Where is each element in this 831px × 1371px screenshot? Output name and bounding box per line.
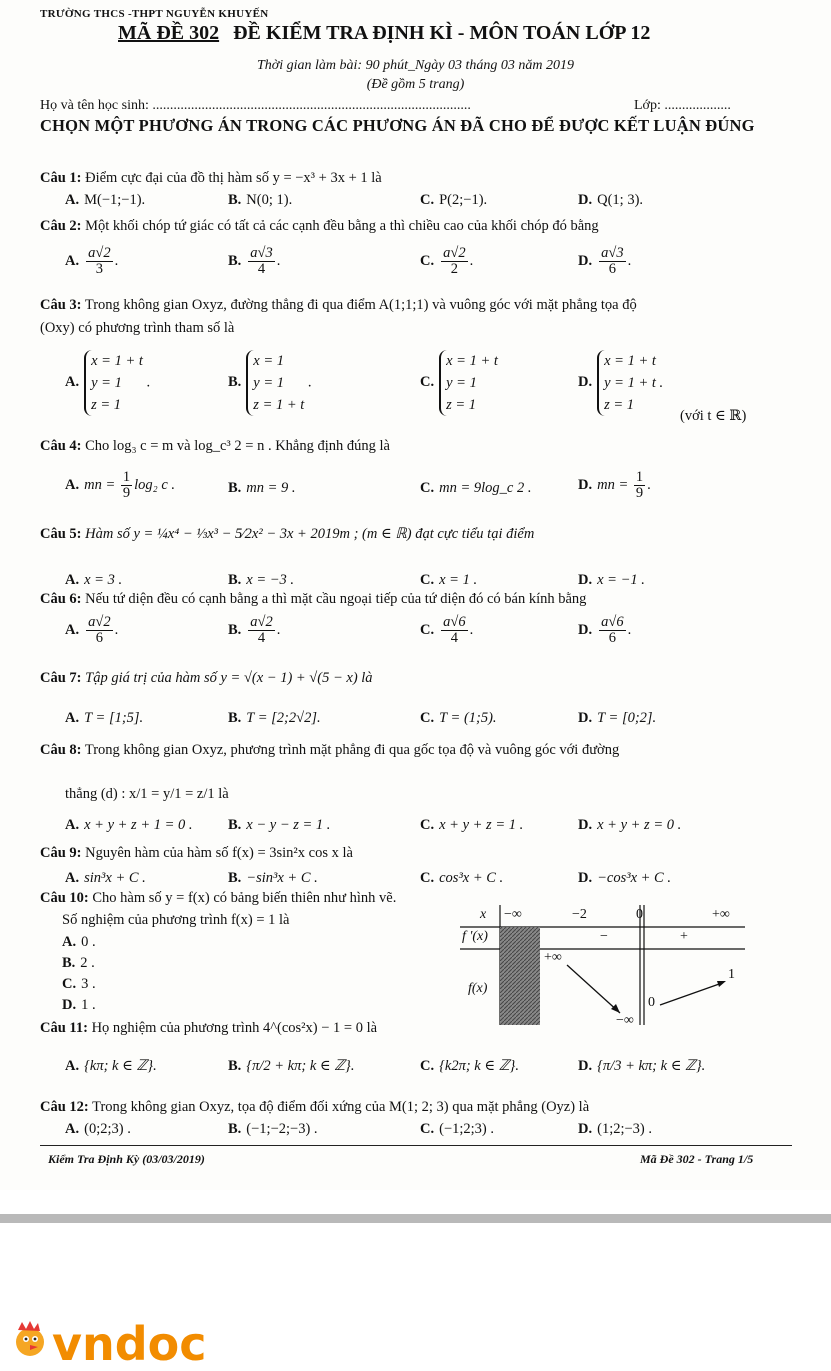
variation-table — [460, 905, 750, 1028]
instruction: CHỌN MỘT PHƯƠNG ÁN TRONG CÁC PHƯƠNG ÁN ĐÃ CHO ĐỂ ĐƯỢC KẾT LUẬN ĐÚNG — [40, 116, 755, 135]
q7-option-d: D. T = [0;2]. — [578, 710, 657, 726]
table-x-label: x — [480, 907, 487, 922]
q4-option-c: C. mn = 9log_c 2 . — [420, 480, 532, 496]
vndoc-logo-text: vndoc — [52, 1318, 207, 1366]
q11-option-a: A. {kπ; k ∈ ℤ}. — [65, 1058, 157, 1074]
table-f-zero: 0 — [648, 995, 655, 1010]
q2-option-a: A. $\frac{a√2}{3}$ . — [65, 245, 119, 278]
footer-left: Kiểm Tra Định Kỳ (03/03/2019) — [48, 1152, 205, 1166]
q6-option-a: A. $\frac{a√2}{6}$ . — [65, 614, 119, 647]
exam-pages: (Đề gồm 5 trang) — [366, 77, 465, 92]
q9-option-d: D. −cos³x + C . — [578, 870, 671, 886]
question-9: Câu 9: Nguyên hàm của hàm số f(x) = 3sin²x cos x là — [40, 845, 353, 861]
q9-option-b: B. −sin³x + C . — [228, 870, 318, 886]
table-f-label: f(x) — [468, 981, 488, 996]
q11-option-c: C. {k2π; k ∈ ℤ}. — [420, 1058, 519, 1074]
q2-option-c: C. $\frac{a√2}{2}$ . — [420, 245, 474, 278]
exam-title — [118, 22, 650, 45]
q3-option-a: A.x = 1 + t y = 1 z = 1 . — [65, 350, 150, 416]
q9-option-a: A. sin³x + C . — [65, 870, 146, 886]
table-f-one: 1 — [728, 967, 735, 982]
question-4: Câu 4: Cho log₃ c = m và log_c³ 2 = n . Khẳng định đúng là — [40, 438, 390, 454]
question-7: Câu 7: Tập giá trị của hàm số y = √(x − 1) + √(5 − x) là — [40, 670, 373, 686]
footer-right: Mã Đề 302 - Trang 1/5 — [640, 1152, 754, 1166]
q8-option-a: A. x + y + z + 1 = 0 . — [65, 817, 193, 833]
q6-option-d: D. $\frac{a√6}{6}$ . — [578, 614, 632, 647]
variation-table-grid — [460, 905, 750, 1030]
q12-option-c: C. (−1;2;3) . — [420, 1121, 495, 1137]
exam-time: Thời gian làm bài: 90 phút_Ngày 03 tháng 03 năm 2019 — [256, 58, 575, 73]
q4-option-b: B. mn = 9 . — [228, 480, 296, 496]
q10-option-b: B. 2 . — [62, 955, 95, 971]
q2-option-b: B. $\frac{a√3}{4}$ . — [228, 245, 281, 278]
q5-option-a: A. x = 3 . — [65, 572, 123, 588]
q5-option-d: D. x = −1 . — [578, 572, 645, 588]
question-10-line2: Số nghiệm của phương trình f(x) = 1 là — [62, 912, 290, 928]
q10-option-a: A. 0 . — [62, 934, 96, 950]
q12-option-b: B. (−1;−2;−3) . — [228, 1121, 318, 1137]
q2-option-d: D. $\frac{a√3}{6}$ . — [578, 245, 632, 278]
q9-option-c: C. cos³x + C . — [420, 870, 504, 886]
q3-option-c: C.x = 1 + t y = 1 z = 1 — [420, 350, 498, 416]
q10-option-d: D. 1 . — [62, 997, 96, 1013]
table-sign-minus: − — [600, 929, 608, 944]
q8-option-d: D. x + y + z = 0 . — [578, 817, 682, 833]
question-6: Câu 6: Nếu tứ diện đều có cạnh bằng a thì mặt cầu ngoại tiếp của tứ diện đó có bán kính bằng — [40, 591, 587, 607]
q6-option-b: B. $\frac{a√2}{4}$ . — [228, 614, 281, 647]
exam-heading: ĐỀ KIỂM TRA ĐỊNH KÌ - MÔN TOÁN LỚP 12 — [233, 22, 651, 44]
q5-option-b: B. x = −3 . — [228, 572, 295, 588]
vndoc-logo[interactable] — [8, 1318, 248, 1371]
question-5: Câu 5: Hàm số y = ¼x⁴ − ⅓x³ − 5⁄2x² − 3x + 2019m ; (m ∈ ℝ) đạt cực tiểu tại điểm — [40, 526, 535, 542]
q10-option-c: C. 3 . — [62, 976, 96, 992]
q4-option-d: D. mn = $\frac{1}{9}$ . — [578, 469, 651, 502]
question-12: Câu 12: Trong không gian Oxyz, tọa độ điểm đối xứng của M(1; 2; 3) qua mặt phẳng (Oyz) là — [40, 1099, 590, 1115]
question-10: Câu 10: Cho hàm số y = f(x) có bảng biến thiên như hình vẽ. — [40, 890, 397, 906]
question-8-line2: thẳng (d) : x/1 = y/1 = z/1 là — [65, 786, 229, 802]
q12-option-d: D. (1;2;−3) . — [578, 1121, 653, 1137]
table-sign-plus: + — [680, 929, 688, 944]
table-x-pos-inf: +∞ — [712, 907, 730, 922]
table-f-pos-inf: +∞ — [544, 950, 562, 965]
q8-option-c: C. x + y + z = 1 . — [420, 817, 524, 833]
q3-note: (với t ∈ ℝ) — [680, 408, 747, 424]
exam-code: MÃ ĐỀ 302 — [118, 22, 220, 44]
school-name: TRƯỜNG THCS -THPT NGUYỄN KHUYẾN — [40, 8, 269, 20]
q1-option-a: A. M(−1;−1). — [65, 192, 146, 208]
question-1: Câu 1: Điểm cực đại của đồ thị hàm số y = −x³ + 3x + 1 là — [40, 170, 382, 186]
class-field: Lớp: ................... — [634, 98, 731, 113]
vndoc-logo-image — [8, 1318, 248, 1366]
q1-option-c: C. P(2;−1). — [420, 192, 488, 208]
q3-option-b: B.x = 1 y = 1 z = 1 + t . — [228, 350, 312, 416]
q4-option-a: A. mn = $\frac{1}{9}$ log₂ c . — [65, 469, 176, 502]
question-8: Câu 8: Trong không gian Oxyz, phương trình mặt phẳng đi qua gốc tọa độ và vuông góc với đường — [40, 742, 620, 758]
q7-option-a: A. T = [1;5]. — [65, 710, 144, 726]
q1-option-d: D. Q(1; 3). — [578, 192, 644, 208]
table-fprime-label: f '(x) — [462, 929, 488, 944]
q7-option-b: B. T = [2;2√2]. — [228, 710, 321, 726]
student-name-field: Họ và tên học sinh: ........................................................................................... — [40, 98, 471, 113]
q8-option-b: B. x − y − z = 1 . — [228, 817, 331, 833]
question-11: Câu 11: Họ nghiệm của phương trình 4^(cos²x) − 1 = 0 là — [40, 1020, 378, 1036]
question-3-line2: (Oxy) có phương trình tham số là — [40, 320, 235, 336]
table-x-zero: 0 — [636, 907, 643, 922]
table-f-neg-inf: −∞ — [616, 1013, 634, 1028]
table-x-neg-inf: −∞ — [504, 907, 522, 922]
q12-option-a: A. (0;2;3) . — [65, 1121, 131, 1137]
table-x-minus2: −2 — [572, 907, 587, 922]
q5-option-c: C. x = 1 . — [420, 572, 478, 588]
page-separator — [0, 1214, 831, 1223]
footer-divider — [40, 1145, 792, 1146]
q7-option-c: C. T = (1;5). — [420, 710, 497, 726]
question-2: Câu 2: Một khối chóp tứ giác có tất cả các cạnh đều bằng a thì chiều cao của khối chóp đó bằng — [40, 218, 599, 234]
q11-option-b: B. {π/2 + kπ; k ∈ ℤ}. — [228, 1058, 355, 1074]
question-3: Câu 3: Trong không gian Oxyz, đường thẳng đi qua điểm A(1;1;1) và vuông góc với mặt phẳng tọa độ — [40, 297, 637, 313]
q6-option-c: C. $\frac{a√6}{4}$ . — [420, 614, 474, 647]
q3-option-d: D.x = 1 + t y = 1 + t . z = 1 — [578, 350, 663, 416]
q11-option-d: D. {π/3 + kπ; k ∈ ℤ}. — [578, 1058, 706, 1074]
q1-option-b: B. N(0; 1). — [228, 192, 293, 208]
